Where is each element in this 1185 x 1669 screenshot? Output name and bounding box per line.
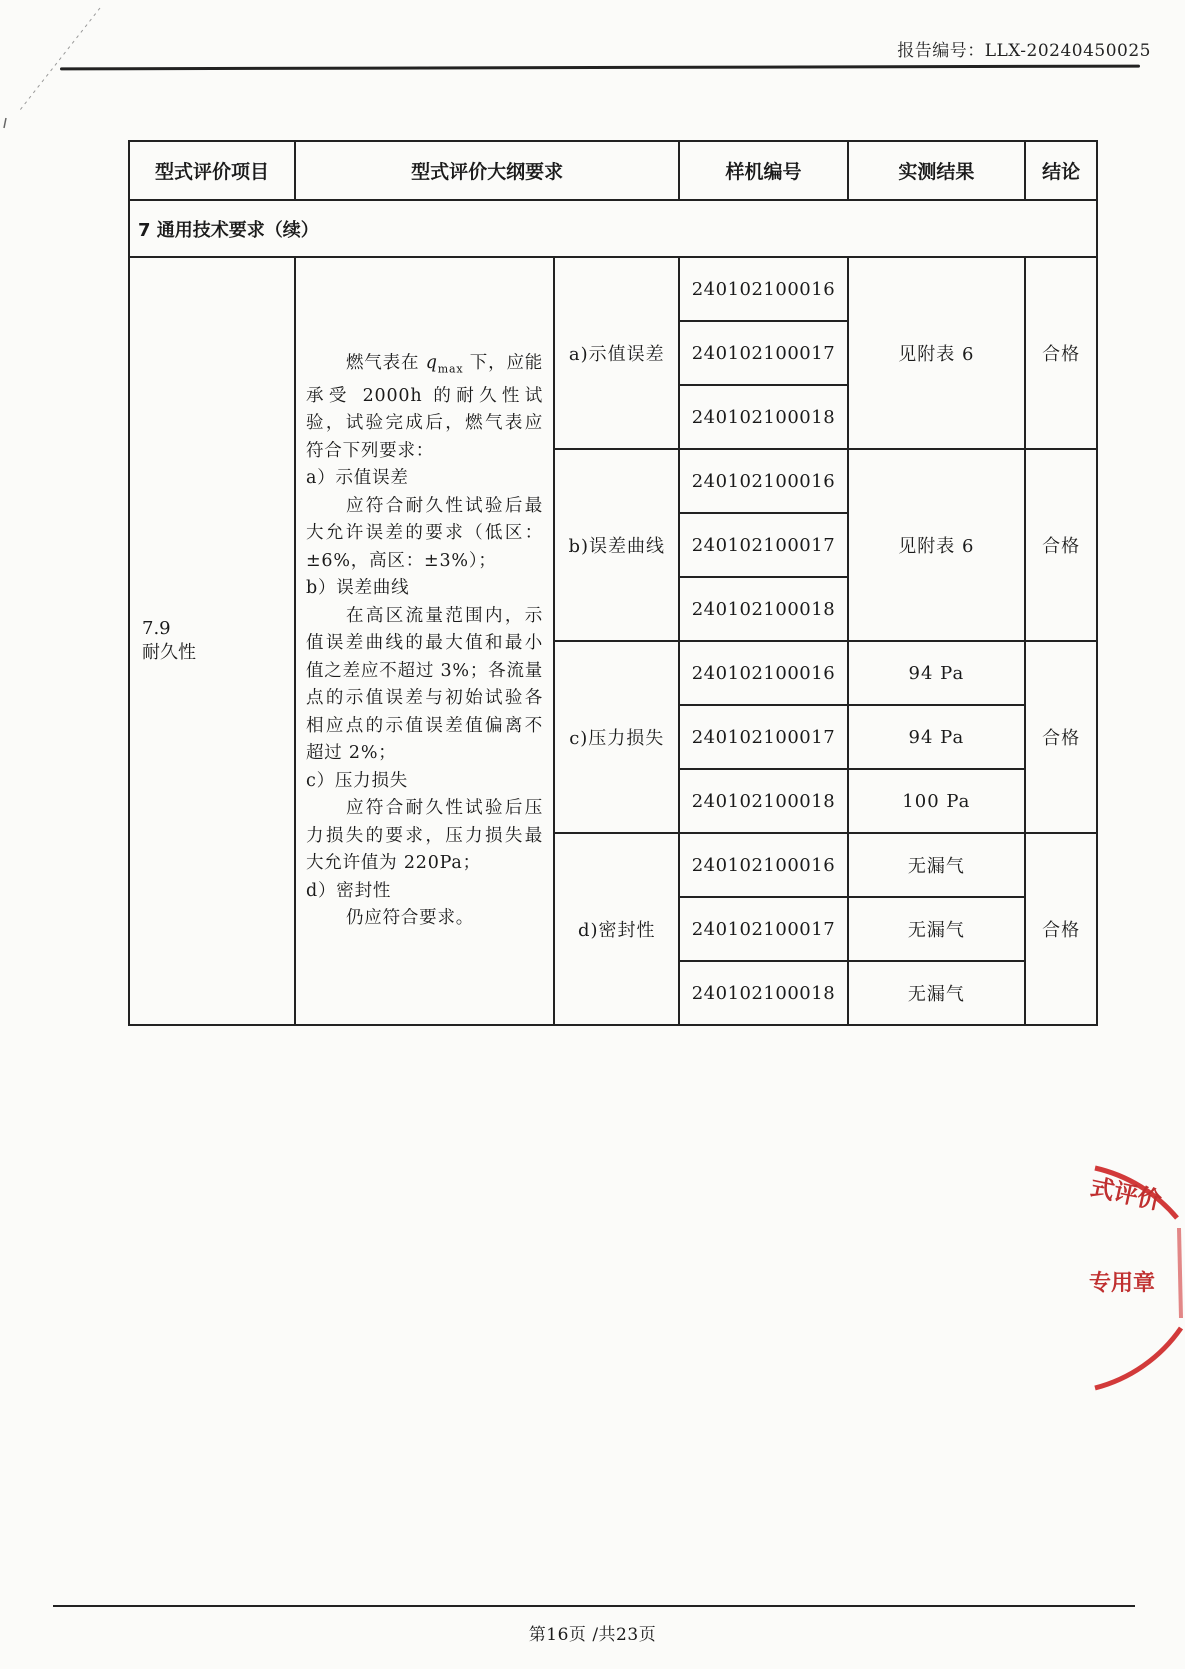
requirement-c-title: c）压力损失 bbox=[305, 770, 409, 791]
sample-number: 240102100016 bbox=[679, 257, 847, 321]
result-cell: 无漏气 bbox=[848, 961, 1026, 1025]
requirement-d-title: d）密封性 bbox=[305, 880, 392, 901]
sample-number: 240102100016 bbox=[679, 833, 847, 897]
header-rule bbox=[60, 65, 1140, 71]
requirement-cell bbox=[295, 257, 554, 1025]
sample-number: 240102100017 bbox=[679, 897, 847, 961]
subitem-label: b)误差曲线 bbox=[554, 449, 679, 641]
result-cell: 见附表 6 bbox=[848, 257, 1026, 449]
svg-text:式评价: 式评价 bbox=[1087, 1172, 1164, 1216]
table-row bbox=[129, 257, 1097, 321]
subitem-label: a)示值误差 bbox=[554, 257, 679, 449]
section-row bbox=[129, 200, 1097, 257]
svg-text:专用章: 专用章 bbox=[1089, 1271, 1156, 1296]
evaluation-table bbox=[128, 140, 1098, 1026]
conclusion-cell: 合格 bbox=[1025, 641, 1097, 833]
footer-rule bbox=[53, 1605, 1135, 1607]
col-header-result: 实测结果 bbox=[848, 141, 1026, 200]
col-header-requirement: 型式评价大纲要求 bbox=[295, 141, 679, 200]
col-header-sample-no: 样机编号 bbox=[679, 141, 847, 200]
subitem-label: d)密封性 bbox=[554, 833, 679, 1025]
conclusion-cell: 合格 bbox=[1025, 833, 1097, 1025]
col-header-item: 型式评价项目 bbox=[129, 141, 295, 200]
item-number: 7.9 bbox=[142, 618, 171, 639]
sample-number: 240102100017 bbox=[679, 321, 847, 385]
result-cell: 94 Pa bbox=[848, 641, 1026, 705]
result-cell: 无漏气 bbox=[848, 897, 1026, 961]
requirement-b-text: 在高区流量范围内，示值误差曲线的最大值和最小值之差应不超过 3%；各流量点的示值误差与初始试验各相应点的示值误差值偏离不超过 2%； bbox=[305, 605, 544, 763]
result-cell: 见附表 6 bbox=[848, 449, 1026, 641]
sample-number: 240102100018 bbox=[679, 961, 847, 1025]
requirement-d-text: 仍应符合要求。 bbox=[345, 908, 475, 928]
subitem-label: c)压力损失 bbox=[554, 641, 679, 833]
page-number: 第16页 /共23页 bbox=[528, 1625, 657, 1645]
result-cell: 94 Pa bbox=[848, 705, 1026, 769]
scan-corner-mark bbox=[0, 0, 120, 130]
table-header-row bbox=[129, 141, 1097, 200]
sample-number: 240102100018 bbox=[679, 769, 847, 833]
conclusion-cell: 合格 bbox=[1025, 257, 1097, 449]
col-header-conclusion: 结论 bbox=[1025, 141, 1097, 200]
sample-number: 240102100016 bbox=[679, 449, 847, 513]
requirement-a-title: a）示值误差 bbox=[305, 468, 409, 488]
sample-number: 240102100018 bbox=[679, 577, 847, 641]
requirement-a-text: 应符合耐久性试验后最大允许误差的要求（低区：±6%，高区：±3%）； bbox=[305, 495, 544, 571]
sample-number: 240102100018 bbox=[679, 385, 847, 449]
sample-number: 240102100017 bbox=[679, 513, 847, 577]
result-cell: 100 Pa bbox=[848, 769, 1026, 833]
conclusion-cell: 合格 bbox=[1025, 449, 1097, 641]
sample-number: 240102100016 bbox=[679, 641, 847, 705]
item-cell bbox=[129, 257, 295, 1025]
result-cell: 无漏气 bbox=[848, 833, 1026, 897]
official-seal bbox=[1085, 1158, 1185, 1398]
requirement-c-text: 应符合耐久性试验后压力损失的要求，压力损失最大允许值为 220Pa； bbox=[305, 798, 544, 873]
section-title: 7 通用技术要求（续） bbox=[129, 200, 1097, 257]
item-name: 耐久性 bbox=[142, 642, 196, 663]
sample-number: 240102100017 bbox=[679, 705, 847, 769]
requirement-intro: 燃气表在 $q_{max}$ 下，应能承受 2000h 的耐久性试验，试验完成后，燃气表应符合下列要求： bbox=[305, 352, 544, 461]
report-number: 报告编号：LLX-20240450025 bbox=[897, 41, 1151, 61]
requirement-b-title: b）误差曲线 bbox=[305, 578, 410, 598]
